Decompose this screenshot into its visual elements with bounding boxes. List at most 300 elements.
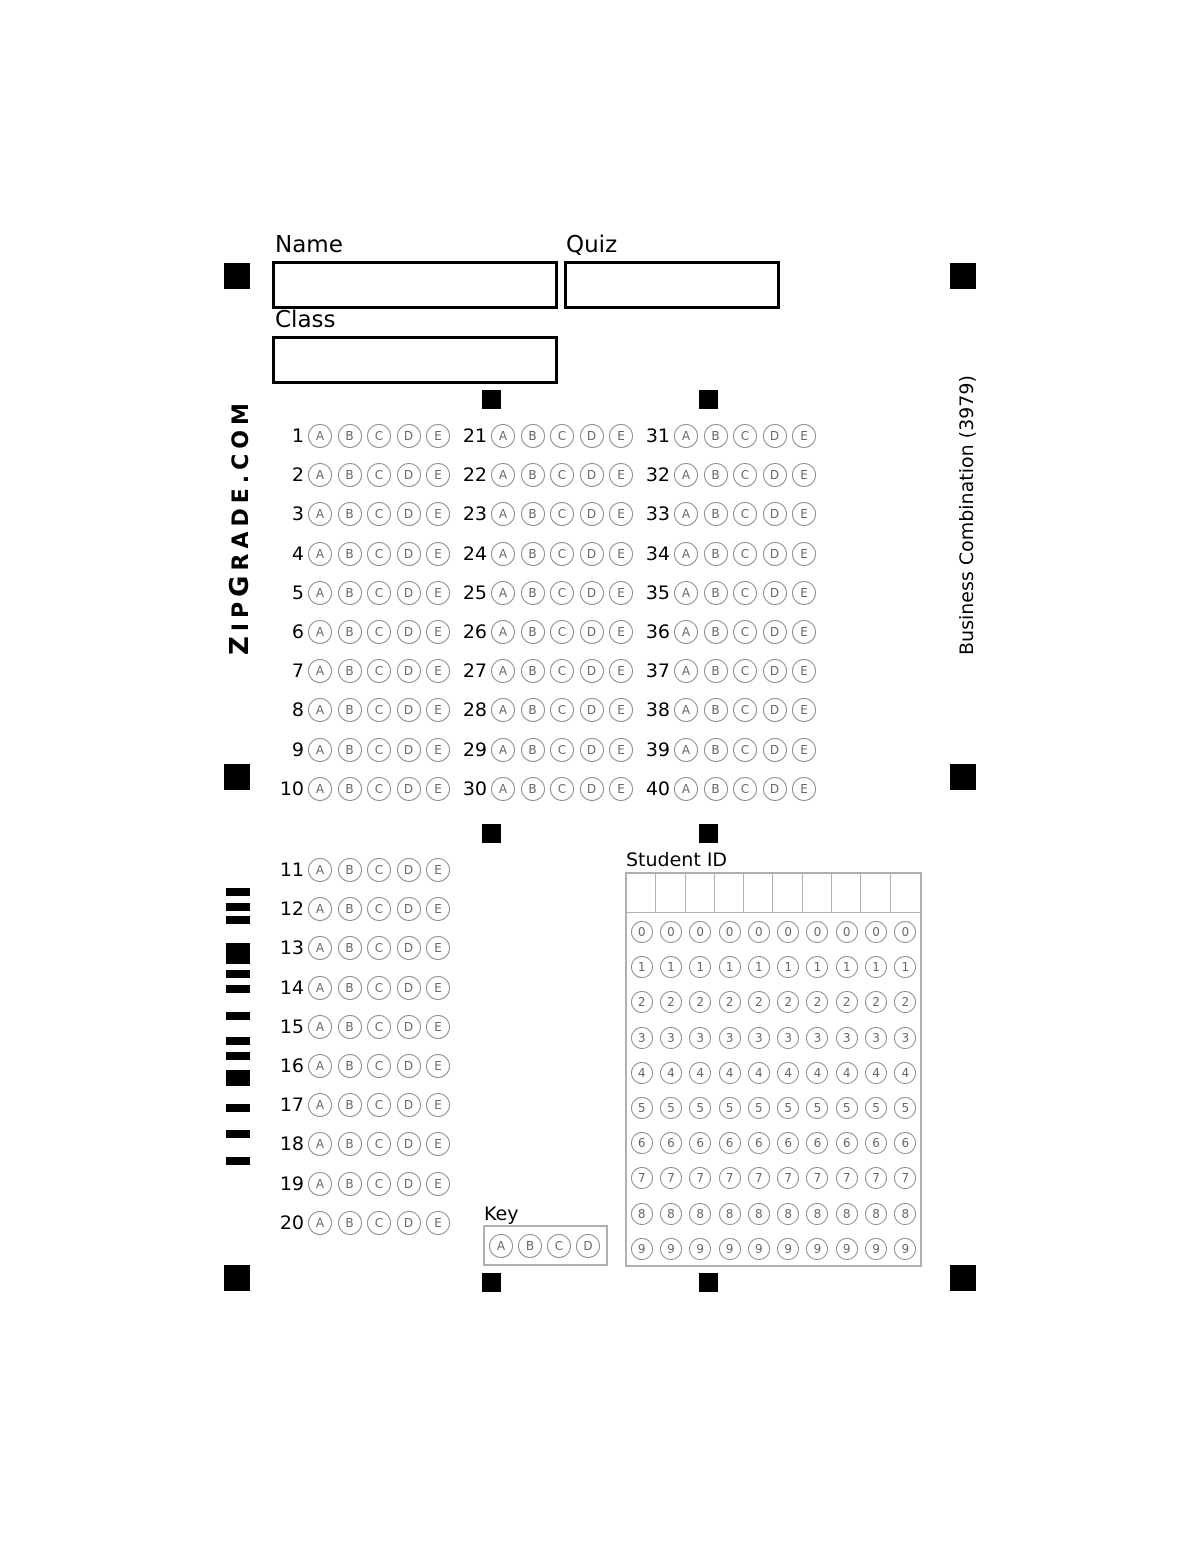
answer-bubble[interactable]: B xyxy=(704,698,728,722)
student-id-bubble[interactable]: 6 xyxy=(719,1132,741,1154)
student-id-bubble[interactable]: 3 xyxy=(836,1027,858,1049)
answer-bubble[interactable]: E xyxy=(426,620,450,644)
answer-bubble[interactable]: C xyxy=(367,777,391,801)
student-id-bubble[interactable]: 9 xyxy=(719,1238,741,1260)
student-id-bubble[interactable]: 6 xyxy=(660,1132,682,1154)
student-id-bubble[interactable]: 7 xyxy=(660,1167,682,1189)
answer-bubble[interactable]: C xyxy=(733,502,757,526)
answer-bubble[interactable]: A xyxy=(491,777,515,801)
answer-bubble[interactable]: E xyxy=(792,698,816,722)
student-id-bubble[interactable]: 5 xyxy=(631,1097,653,1119)
answer-bubble[interactable]: A xyxy=(308,698,332,722)
answer-bubble[interactable]: B xyxy=(338,463,362,487)
answer-bubble[interactable]: B xyxy=(338,542,362,566)
student-id-bubble[interactable]: 8 xyxy=(865,1203,887,1225)
student-id-bubble[interactable]: 0 xyxy=(748,921,770,943)
answer-bubble[interactable]: A xyxy=(308,936,332,960)
answer-bubble[interactable]: B xyxy=(338,738,362,762)
answer-bubble[interactable]: C xyxy=(550,738,574,762)
answer-bubble[interactable]: E xyxy=(426,659,450,683)
answer-bubble[interactable]: C xyxy=(550,424,574,448)
student-id-bubble[interactable]: 3 xyxy=(894,1027,916,1049)
answer-bubble[interactable]: D xyxy=(397,1054,421,1078)
answer-bubble[interactable]: D xyxy=(580,620,604,644)
student-id-bubble[interactable]: 3 xyxy=(689,1027,711,1049)
answer-bubble[interactable]: B xyxy=(521,424,545,448)
answer-bubble[interactable]: C xyxy=(550,581,574,605)
student-id-bubble[interactable]: 9 xyxy=(806,1238,828,1260)
student-id-bubble[interactable]: 5 xyxy=(894,1097,916,1119)
answer-bubble[interactable]: C xyxy=(733,424,757,448)
answer-bubble[interactable]: E xyxy=(426,581,450,605)
answer-bubble[interactable]: B xyxy=(338,502,362,526)
student-id-bubble[interactable]: 7 xyxy=(894,1167,916,1189)
answer-bubble[interactable]: E xyxy=(426,897,450,921)
student-id-bubble[interactable]: 3 xyxy=(865,1027,887,1049)
student-id-bubble[interactable]: 1 xyxy=(865,956,887,978)
answer-bubble[interactable]: A xyxy=(308,659,332,683)
answer-bubble[interactable]: E xyxy=(792,542,816,566)
answer-bubble[interactable]: A xyxy=(491,502,515,526)
answer-bubble[interactable]: D xyxy=(580,738,604,762)
student-id-bubble[interactable]: 0 xyxy=(806,921,828,943)
student-id-bubble[interactable]: 0 xyxy=(689,921,711,943)
answer-bubble[interactable]: D xyxy=(763,463,787,487)
student-id-bubble[interactable]: 8 xyxy=(748,1203,770,1225)
answer-bubble[interactable]: C xyxy=(367,897,391,921)
student-id-bubble[interactable]: 2 xyxy=(894,991,916,1013)
answer-bubble[interactable]: C xyxy=(733,542,757,566)
student-id-bubble[interactable]: 8 xyxy=(631,1203,653,1225)
student-id-bubble[interactable]: 2 xyxy=(719,991,741,1013)
answer-bubble[interactable]: D xyxy=(580,698,604,722)
answer-bubble[interactable]: D xyxy=(580,777,604,801)
answer-bubble[interactable]: C xyxy=(367,1054,391,1078)
answer-bubble[interactable]: B xyxy=(338,424,362,448)
student-id-bubble[interactable]: 1 xyxy=(719,956,741,978)
answer-bubble[interactable]: D xyxy=(763,542,787,566)
answer-bubble[interactable]: B xyxy=(704,659,728,683)
answer-bubble[interactable]: B xyxy=(521,502,545,526)
answer-bubble[interactable]: A xyxy=(308,620,332,644)
answer-bubble[interactable]: C xyxy=(367,936,391,960)
key-bubble[interactable]: B xyxy=(518,1234,542,1258)
answer-bubble[interactable]: B xyxy=(338,858,362,882)
student-id-bubble[interactable]: 8 xyxy=(894,1203,916,1225)
answer-bubble[interactable]: C xyxy=(550,463,574,487)
student-id-bubble[interactable]: 6 xyxy=(836,1132,858,1154)
answer-bubble[interactable]: C xyxy=(733,659,757,683)
answer-bubble[interactable]: A xyxy=(674,581,698,605)
student-id-bubble[interactable]: 1 xyxy=(631,956,653,978)
answer-bubble[interactable]: B xyxy=(521,777,545,801)
answer-bubble[interactable]: E xyxy=(426,1132,450,1156)
student-id-bubble[interactable]: 8 xyxy=(719,1203,741,1225)
student-id-write-cell[interactable] xyxy=(627,874,656,912)
student-id-write-cell[interactable] xyxy=(715,874,744,912)
student-id-bubble[interactable]: 1 xyxy=(689,956,711,978)
answer-bubble[interactable]: D xyxy=(397,620,421,644)
student-id-write-cell[interactable] xyxy=(686,874,715,912)
answer-bubble[interactable]: C xyxy=(733,777,757,801)
answer-bubble[interactable]: A xyxy=(674,463,698,487)
answer-bubble[interactable]: D xyxy=(397,463,421,487)
answer-bubble[interactable]: B xyxy=(704,581,728,605)
student-id-bubble[interactable]: 7 xyxy=(865,1167,887,1189)
answer-bubble[interactable]: B xyxy=(704,620,728,644)
answer-bubble[interactable]: C xyxy=(367,581,391,605)
student-id-bubble[interactable]: 2 xyxy=(631,991,653,1013)
answer-bubble[interactable]: B xyxy=(338,897,362,921)
answer-bubble[interactable]: E xyxy=(609,738,633,762)
answer-bubble[interactable]: E xyxy=(426,976,450,1000)
answer-bubble[interactable]: C xyxy=(367,659,391,683)
student-id-bubble[interactable]: 4 xyxy=(719,1062,741,1084)
answer-bubble[interactable]: C xyxy=(733,581,757,605)
answer-bubble[interactable]: D xyxy=(580,542,604,566)
answer-bubble[interactable]: A xyxy=(308,1172,332,1196)
student-id-write-cell[interactable] xyxy=(744,874,773,912)
answer-bubble[interactable]: A xyxy=(674,620,698,644)
key-bubble[interactable]: C xyxy=(547,1234,571,1258)
answer-bubble[interactable]: D xyxy=(397,698,421,722)
answer-bubble[interactable]: D xyxy=(763,777,787,801)
student-id-bubble[interactable]: 8 xyxy=(777,1203,799,1225)
student-id-bubble[interactable]: 8 xyxy=(836,1203,858,1225)
answer-bubble[interactable]: D xyxy=(397,502,421,526)
answer-bubble[interactable]: E xyxy=(792,659,816,683)
answer-bubble[interactable]: A xyxy=(308,542,332,566)
answer-bubble[interactable]: A xyxy=(491,463,515,487)
key-bubble[interactable]: D xyxy=(576,1234,600,1258)
answer-bubble[interactable]: A xyxy=(308,738,332,762)
answer-bubble[interactable]: B xyxy=(338,1172,362,1196)
answer-bubble[interactable]: A xyxy=(308,502,332,526)
student-id-write-cell[interactable] xyxy=(803,874,832,912)
answer-bubble[interactable]: D xyxy=(397,738,421,762)
answer-bubble[interactable]: C xyxy=(550,502,574,526)
student-id-bubble[interactable]: 0 xyxy=(631,921,653,943)
answer-bubble[interactable]: E xyxy=(426,936,450,960)
student-id-bubble[interactable]: 6 xyxy=(748,1132,770,1154)
answer-bubble[interactable]: A xyxy=(308,424,332,448)
student-id-bubble[interactable]: 3 xyxy=(806,1027,828,1049)
student-id-bubble[interactable]: 4 xyxy=(777,1062,799,1084)
answer-bubble[interactable]: E xyxy=(792,620,816,644)
student-id-bubble[interactable]: 4 xyxy=(660,1062,682,1084)
student-id-write-cell[interactable] xyxy=(656,874,685,912)
student-id-bubble[interactable]: 9 xyxy=(660,1238,682,1260)
answer-bubble[interactable]: A xyxy=(491,424,515,448)
answer-bubble[interactable]: E xyxy=(609,659,633,683)
answer-bubble[interactable]: C xyxy=(550,659,574,683)
answer-bubble[interactable]: E xyxy=(609,463,633,487)
student-id-bubble[interactable]: 6 xyxy=(631,1132,653,1154)
answer-bubble[interactable]: A xyxy=(308,463,332,487)
answer-bubble[interactable]: C xyxy=(550,698,574,722)
answer-bubble[interactable]: B xyxy=(521,698,545,722)
answer-bubble[interactable]: A xyxy=(308,1015,332,1039)
student-id-bubble[interactable]: 7 xyxy=(748,1167,770,1189)
student-id-bubble[interactable]: 5 xyxy=(777,1097,799,1119)
answer-bubble[interactable]: C xyxy=(367,1093,391,1117)
answer-bubble[interactable]: A xyxy=(308,1054,332,1078)
student-id-bubble[interactable]: 8 xyxy=(660,1203,682,1225)
answer-bubble[interactable]: E xyxy=(792,777,816,801)
student-id-bubble[interactable]: 7 xyxy=(777,1167,799,1189)
answer-bubble[interactable]: E xyxy=(426,1211,450,1235)
answer-bubble[interactable]: E xyxy=(609,424,633,448)
answer-bubble[interactable]: C xyxy=(367,620,391,644)
student-id-bubble[interactable]: 3 xyxy=(777,1027,799,1049)
answer-bubble[interactable]: D xyxy=(763,581,787,605)
answer-bubble[interactable]: B xyxy=(704,542,728,566)
answer-bubble[interactable]: B xyxy=(521,581,545,605)
student-id-bubble[interactable]: 2 xyxy=(748,991,770,1013)
student-id-bubble[interactable]: 5 xyxy=(836,1097,858,1119)
student-id-bubble[interactable]: 9 xyxy=(894,1238,916,1260)
student-id-bubble[interactable]: 3 xyxy=(748,1027,770,1049)
answer-bubble[interactable]: D xyxy=(580,463,604,487)
answer-bubble[interactable]: E xyxy=(792,738,816,762)
answer-bubble[interactable]: E xyxy=(426,738,450,762)
answer-bubble[interactable]: A xyxy=(308,581,332,605)
student-id-bubble[interactable]: 1 xyxy=(894,956,916,978)
student-id-bubble[interactable]: 4 xyxy=(836,1062,858,1084)
answer-bubble[interactable]: D xyxy=(397,1132,421,1156)
answer-bubble[interactable]: B xyxy=(338,698,362,722)
answer-bubble[interactable]: A xyxy=(491,581,515,605)
answer-bubble[interactable]: A xyxy=(308,777,332,801)
answer-bubble[interactable]: D xyxy=(397,858,421,882)
student-id-bubble[interactable]: 0 xyxy=(865,921,887,943)
answer-bubble[interactable]: C xyxy=(367,1015,391,1039)
answer-bubble[interactable]: D xyxy=(580,659,604,683)
student-id-bubble[interactable]: 9 xyxy=(631,1238,653,1260)
answer-bubble[interactable]: A xyxy=(491,659,515,683)
student-id-bubble[interactable]: 4 xyxy=(689,1062,711,1084)
answer-bubble[interactable]: D xyxy=(763,659,787,683)
answer-bubble[interactable]: B xyxy=(338,976,362,1000)
student-id-bubble[interactable]: 2 xyxy=(689,991,711,1013)
answer-bubble[interactable]: A xyxy=(491,698,515,722)
student-id-bubble[interactable]: 4 xyxy=(631,1062,653,1084)
student-id-write-cell[interactable] xyxy=(774,874,803,912)
answer-bubble[interactable]: D xyxy=(397,424,421,448)
student-id-bubble[interactable]: 9 xyxy=(836,1238,858,1260)
student-id-bubble[interactable]: 9 xyxy=(777,1238,799,1260)
student-id-bubble[interactable]: 1 xyxy=(836,956,858,978)
answer-bubble[interactable]: E xyxy=(792,424,816,448)
answer-bubble[interactable]: E xyxy=(609,620,633,644)
student-id-bubble[interactable]: 3 xyxy=(719,1027,741,1049)
answer-bubble[interactable]: D xyxy=(397,897,421,921)
answer-bubble[interactable]: D xyxy=(397,777,421,801)
student-id-bubble[interactable]: 2 xyxy=(865,991,887,1013)
answer-bubble[interactable]: C xyxy=(733,698,757,722)
student-id-bubble[interactable]: 0 xyxy=(777,921,799,943)
student-id-bubble[interactable]: 2 xyxy=(806,991,828,1013)
student-id-bubble[interactable]: 1 xyxy=(777,956,799,978)
quiz-field[interactable] xyxy=(564,261,780,309)
answer-bubble[interactable]: D xyxy=(580,424,604,448)
answer-bubble[interactable]: B xyxy=(338,777,362,801)
student-id-bubble[interactable]: 8 xyxy=(806,1203,828,1225)
student-id-bubble[interactable]: 9 xyxy=(689,1238,711,1260)
student-id-bubble[interactable]: 1 xyxy=(748,956,770,978)
student-id-bubble[interactable]: 9 xyxy=(865,1238,887,1260)
student-id-bubble[interactable]: 0 xyxy=(719,921,741,943)
answer-bubble[interactable]: E xyxy=(609,502,633,526)
answer-bubble[interactable]: A xyxy=(308,897,332,921)
answer-bubble[interactable]: D xyxy=(397,1015,421,1039)
answer-bubble[interactable]: E xyxy=(792,463,816,487)
answer-bubble[interactable]: D xyxy=(580,581,604,605)
answer-bubble[interactable]: D xyxy=(397,936,421,960)
student-id-bubble[interactable]: 5 xyxy=(660,1097,682,1119)
student-id-bubble[interactable]: 5 xyxy=(689,1097,711,1119)
student-id-bubble[interactable]: 0 xyxy=(660,921,682,943)
answer-bubble[interactable]: C xyxy=(367,502,391,526)
answer-bubble[interactable]: A xyxy=(491,620,515,644)
answer-bubble[interactable]: B xyxy=(338,1211,362,1235)
key-bubble[interactable]: A xyxy=(489,1234,513,1258)
answer-bubble[interactable]: D xyxy=(580,502,604,526)
answer-bubble[interactable]: E xyxy=(426,777,450,801)
answer-bubble[interactable]: A xyxy=(308,1093,332,1117)
student-id-bubble[interactable]: 6 xyxy=(894,1132,916,1154)
answer-bubble[interactable]: C xyxy=(367,698,391,722)
student-id-bubble[interactable]: 5 xyxy=(748,1097,770,1119)
answer-bubble[interactable]: A xyxy=(308,1211,332,1235)
answer-bubble[interactable]: D xyxy=(397,1093,421,1117)
answer-bubble[interactable]: A xyxy=(674,777,698,801)
answer-bubble[interactable]: D xyxy=(397,542,421,566)
answer-bubble[interactable]: B xyxy=(704,463,728,487)
student-id-bubble[interactable]: 7 xyxy=(836,1167,858,1189)
answer-bubble[interactable]: C xyxy=(367,1172,391,1196)
answer-bubble[interactable]: A xyxy=(674,502,698,526)
answer-bubble[interactable]: D xyxy=(397,659,421,683)
student-id-bubble[interactable]: 4 xyxy=(806,1062,828,1084)
answer-bubble[interactable]: D xyxy=(763,424,787,448)
answer-bubble[interactable]: E xyxy=(609,698,633,722)
answer-bubble[interactable]: B xyxy=(521,659,545,683)
answer-bubble[interactable]: B xyxy=(338,581,362,605)
answer-bubble[interactable]: A xyxy=(674,424,698,448)
answer-bubble[interactable]: C xyxy=(550,777,574,801)
answer-bubble[interactable]: A xyxy=(674,542,698,566)
answer-bubble[interactable]: E xyxy=(609,581,633,605)
answer-bubble[interactable]: A xyxy=(308,976,332,1000)
student-id-bubble[interactable]: 3 xyxy=(660,1027,682,1049)
answer-bubble[interactable]: E xyxy=(426,1015,450,1039)
answer-bubble[interactable]: C xyxy=(367,463,391,487)
answer-bubble[interactable]: E xyxy=(426,858,450,882)
student-id-bubble[interactable]: 4 xyxy=(748,1062,770,1084)
answer-bubble[interactable]: B xyxy=(338,1132,362,1156)
answer-bubble[interactable]: C xyxy=(367,1211,391,1235)
student-id-bubble[interactable]: 9 xyxy=(748,1238,770,1260)
answer-bubble[interactable]: A xyxy=(491,738,515,762)
answer-bubble[interactable]: E xyxy=(426,542,450,566)
student-id-bubble[interactable]: 8 xyxy=(689,1203,711,1225)
answer-bubble[interactable]: C xyxy=(733,463,757,487)
answer-bubble[interactable]: E xyxy=(426,1093,450,1117)
answer-bubble[interactable]: C xyxy=(367,424,391,448)
answer-bubble[interactable]: E xyxy=(426,1054,450,1078)
answer-bubble[interactable]: C xyxy=(550,542,574,566)
answer-bubble[interactable]: E xyxy=(426,698,450,722)
student-id-bubble[interactable]: 7 xyxy=(689,1167,711,1189)
answer-bubble[interactable]: D xyxy=(763,620,787,644)
answer-bubble[interactable]: A xyxy=(308,858,332,882)
answer-bubble[interactable]: D xyxy=(397,1211,421,1235)
student-id-bubble[interactable]: 7 xyxy=(631,1167,653,1189)
student-id-write-cell[interactable] xyxy=(832,874,861,912)
student-id-bubble[interactable]: 3 xyxy=(631,1027,653,1049)
student-id-bubble[interactable]: 5 xyxy=(865,1097,887,1119)
student-id-write-cell[interactable] xyxy=(861,874,890,912)
answer-bubble[interactable]: D xyxy=(397,581,421,605)
answer-bubble[interactable]: E xyxy=(426,463,450,487)
name-field[interactable] xyxy=(272,261,558,309)
answer-bubble[interactable]: E xyxy=(426,502,450,526)
answer-bubble[interactable]: B xyxy=(338,1093,362,1117)
answer-bubble[interactable]: D xyxy=(763,698,787,722)
student-id-bubble[interactable]: 4 xyxy=(865,1062,887,1084)
answer-bubble[interactable]: B xyxy=(521,463,545,487)
answer-bubble[interactable]: B xyxy=(338,620,362,644)
student-id-bubble[interactable]: 6 xyxy=(865,1132,887,1154)
student-id-bubble[interactable]: 2 xyxy=(660,991,682,1013)
answer-bubble[interactable]: B xyxy=(338,936,362,960)
answer-bubble[interactable]: A xyxy=(674,659,698,683)
answer-bubble[interactable]: D xyxy=(397,976,421,1000)
student-id-bubble[interactable]: 0 xyxy=(836,921,858,943)
answer-bubble[interactable]: A xyxy=(674,698,698,722)
answer-bubble[interactable]: E xyxy=(609,542,633,566)
student-id-bubble[interactable]: 2 xyxy=(777,991,799,1013)
student-id-bubble[interactable]: 6 xyxy=(806,1132,828,1154)
student-id-bubble[interactable]: 6 xyxy=(777,1132,799,1154)
student-id-bubble[interactable]: 6 xyxy=(689,1132,711,1154)
answer-bubble[interactable]: C xyxy=(733,620,757,644)
answer-bubble[interactable]: C xyxy=(367,1132,391,1156)
student-id-bubble[interactable]: 0 xyxy=(894,921,916,943)
answer-bubble[interactable]: B xyxy=(338,1054,362,1078)
answer-bubble[interactable]: C xyxy=(367,858,391,882)
answer-bubble[interactable]: D xyxy=(397,1172,421,1196)
answer-bubble[interactable]: C xyxy=(550,620,574,644)
answer-bubble[interactable]: B xyxy=(704,502,728,526)
answer-bubble[interactable]: E xyxy=(426,1172,450,1196)
answer-bubble[interactable]: B xyxy=(704,738,728,762)
answer-bubble[interactable]: B xyxy=(338,1015,362,1039)
class-field[interactable] xyxy=(272,336,558,384)
answer-bubble[interactable]: B xyxy=(338,659,362,683)
answer-bubble[interactable]: E xyxy=(792,581,816,605)
student-id-bubble[interactable]: 7 xyxy=(719,1167,741,1189)
answer-bubble[interactable]: B xyxy=(521,738,545,762)
answer-bubble[interactable]: E xyxy=(426,424,450,448)
student-id-bubble[interactable]: 5 xyxy=(806,1097,828,1119)
answer-bubble[interactable]: C xyxy=(367,738,391,762)
answer-bubble[interactable]: B xyxy=(521,620,545,644)
answer-bubble[interactable]: C xyxy=(733,738,757,762)
answer-bubble[interactable]: E xyxy=(609,777,633,801)
answer-bubble[interactable]: D xyxy=(763,502,787,526)
